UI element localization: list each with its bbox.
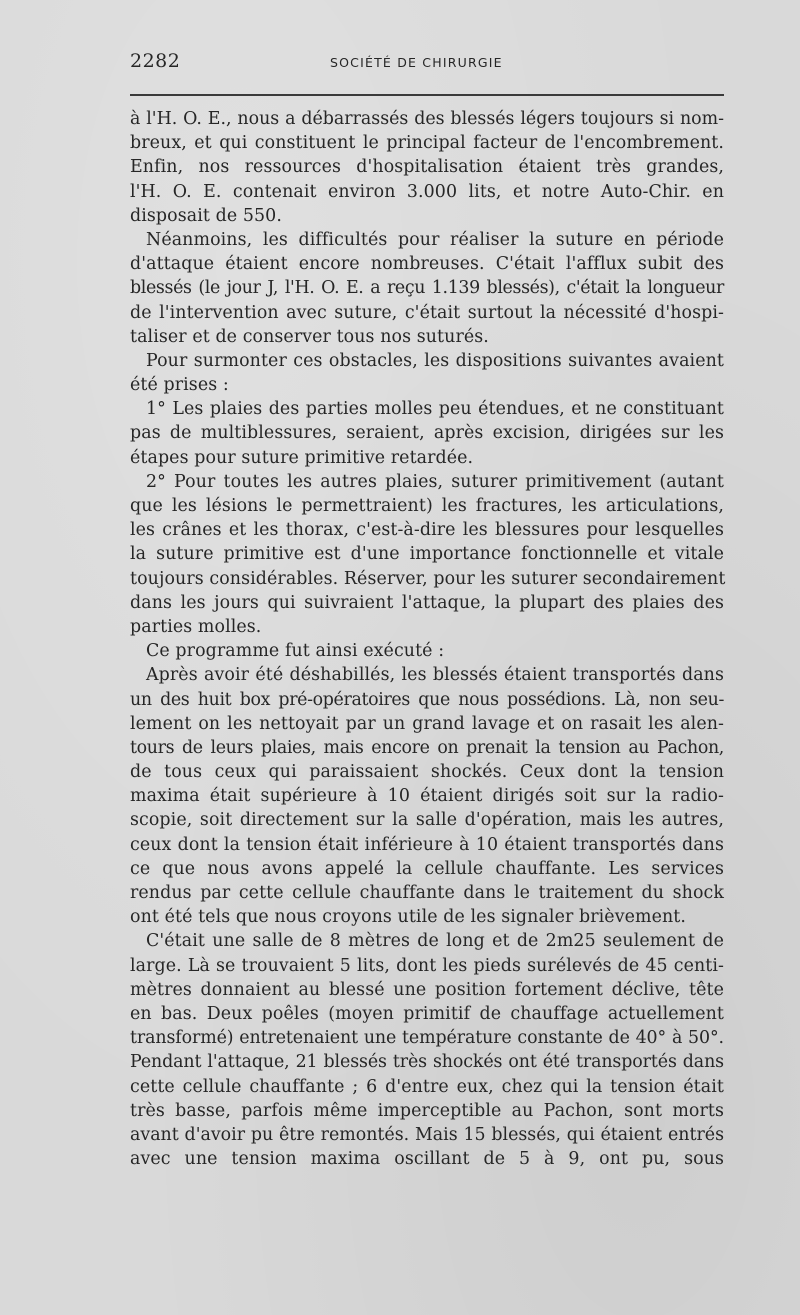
text-line: que les lésions le permettraient) les fractures, les articulations, bbox=[130, 496, 724, 516]
text-line: Pendant l'attaque, 21 blessés très shockés ont été transportés dans bbox=[130, 1052, 724, 1073]
text-line: 1° Les plaies des parties molles peu étendues, et ne constituant bbox=[146, 399, 724, 420]
page-header bbox=[130, 50, 720, 76]
text-line: Après avoir été déshabillés, les blessés étaient transportés dans bbox=[146, 665, 724, 686]
text-line: taliser et de conserver tous nos suturés. bbox=[130, 326, 489, 347]
text-line: toujours considérables. Réserver, pour les suturer secondairement bbox=[130, 568, 726, 589]
text-line: à l'H. O. E., nous a débarrassés des blessés légers toujours si nom- bbox=[130, 109, 724, 129]
text-line: maxima était supérieure à 10 étaient dirigés soit sur la radio- bbox=[130, 786, 724, 807]
text-line: 2° Pour toutes les autres plaies, suturer primitivement (autant bbox=[146, 471, 724, 492]
text-line: rendus par cette cellule chauffante dans le traitement du shock bbox=[130, 883, 724, 903]
text-line: ont été tels que nous croyons utile de les signaler brièvement. bbox=[130, 907, 687, 928]
text-line: d'attaque étaient encore nombreuses. C'était l'afflux subit des bbox=[130, 254, 724, 275]
text-line: cette cellule chauffante ; 6 d'entre eux, chez qui la tension était bbox=[130, 1076, 724, 1097]
page-number: 2282 bbox=[130, 50, 181, 72]
text-line: les crânes et les thorax, c'est-à-dire les blessures pour lesquelles bbox=[130, 520, 724, 541]
text-line: Néanmoins, les difficultés pour réaliser la suture en période bbox=[146, 229, 724, 250]
text-line: de tous ceux qui paraissaient shockés. Ceux dont la tension bbox=[130, 762, 724, 783]
text-line: de l'intervention avec suture, c'était surtout la nécessité d'hospi- bbox=[130, 302, 724, 323]
text-line: avec une tension maxima oscillant de 5 à 9, ont pu, sous bbox=[130, 1149, 724, 1170]
text-line: lement on les nettoyait par un grand lavage et on rasait les alen- bbox=[130, 713, 724, 734]
text-line: ceux dont la tension était inférieure à 10 étaient transportés dans bbox=[130, 834, 724, 855]
text-line: l'H. O. E. contenait environ 3.000 lits, et notre Auto-Chir. en bbox=[130, 181, 724, 202]
text-line: disposait de 550. bbox=[130, 205, 282, 226]
header-rule bbox=[130, 94, 724, 96]
text-line: C'était une salle de 8 mètres de long et de 2m25 seulement de bbox=[146, 931, 724, 952]
body-text bbox=[130, 107, 724, 1171]
text-line: en bas. Deux poêles (moyen primitif de chauffage actuellement bbox=[130, 1003, 724, 1024]
text-line: blessés (le jour J, l'H. O. E. a reçu 1.139 blessés), c'était la longueur bbox=[130, 278, 724, 299]
text-line: Ce programme fut ainsi exécuté : bbox=[146, 641, 445, 662]
text-line: dans les jours qui suivraient l'attaque, la plupart des plaies des bbox=[130, 592, 724, 613]
text-line: scopie, soit directement sur la salle d'opération, mais les autres, bbox=[130, 810, 724, 831]
text-line: transformé) entretenaient une température constante de 40° à 50°. bbox=[130, 1028, 724, 1049]
text-line: avant d'avoir pu être remontés. Mais 15 blessés, qui étaient entrés bbox=[130, 1124, 724, 1145]
text-line: parties molles. bbox=[130, 616, 262, 637]
text-line: été prises : bbox=[130, 375, 229, 396]
text-line: un des huit box pré-opératoires que nous possédions. Là, non seu- bbox=[130, 689, 724, 710]
text-line: Pour surmonter ces obstacles, les dispositions suivantes avaient bbox=[146, 350, 724, 371]
text-line: breux, et qui constituent le principal facteur de l'encombrement. bbox=[130, 133, 724, 154]
text-line: pas de multiblessures, seraient, après excision, dirigées sur les bbox=[130, 423, 724, 444]
text-line: étapes pour suture primitive retardée. bbox=[130, 447, 474, 468]
text-line: mètres donnaient au blessé une position fortement déclive, tête bbox=[130, 979, 724, 1000]
text-line: la suture primitive est d'une importance fonctionnelle et vitale bbox=[130, 544, 724, 565]
text-line: large. Là se trouvaient 5 lits, dont les pieds surélevés de 45 centi- bbox=[130, 955, 724, 976]
text-line: tours de leurs plaies, mais encore on prenait la tension au Pachon, bbox=[130, 737, 724, 758]
text-line: ce que nous avons appelé la cellule chauffante. Les services bbox=[130, 858, 724, 879]
running-head: SOCIÉTÉ DE CHIRURGIE bbox=[330, 55, 503, 70]
text-line: Enfin, nos ressources d'hospitalisation étaient très grandes, bbox=[130, 157, 724, 178]
text-line: très basse, parfois même imperceptible au Pachon, sont morts bbox=[130, 1100, 724, 1121]
